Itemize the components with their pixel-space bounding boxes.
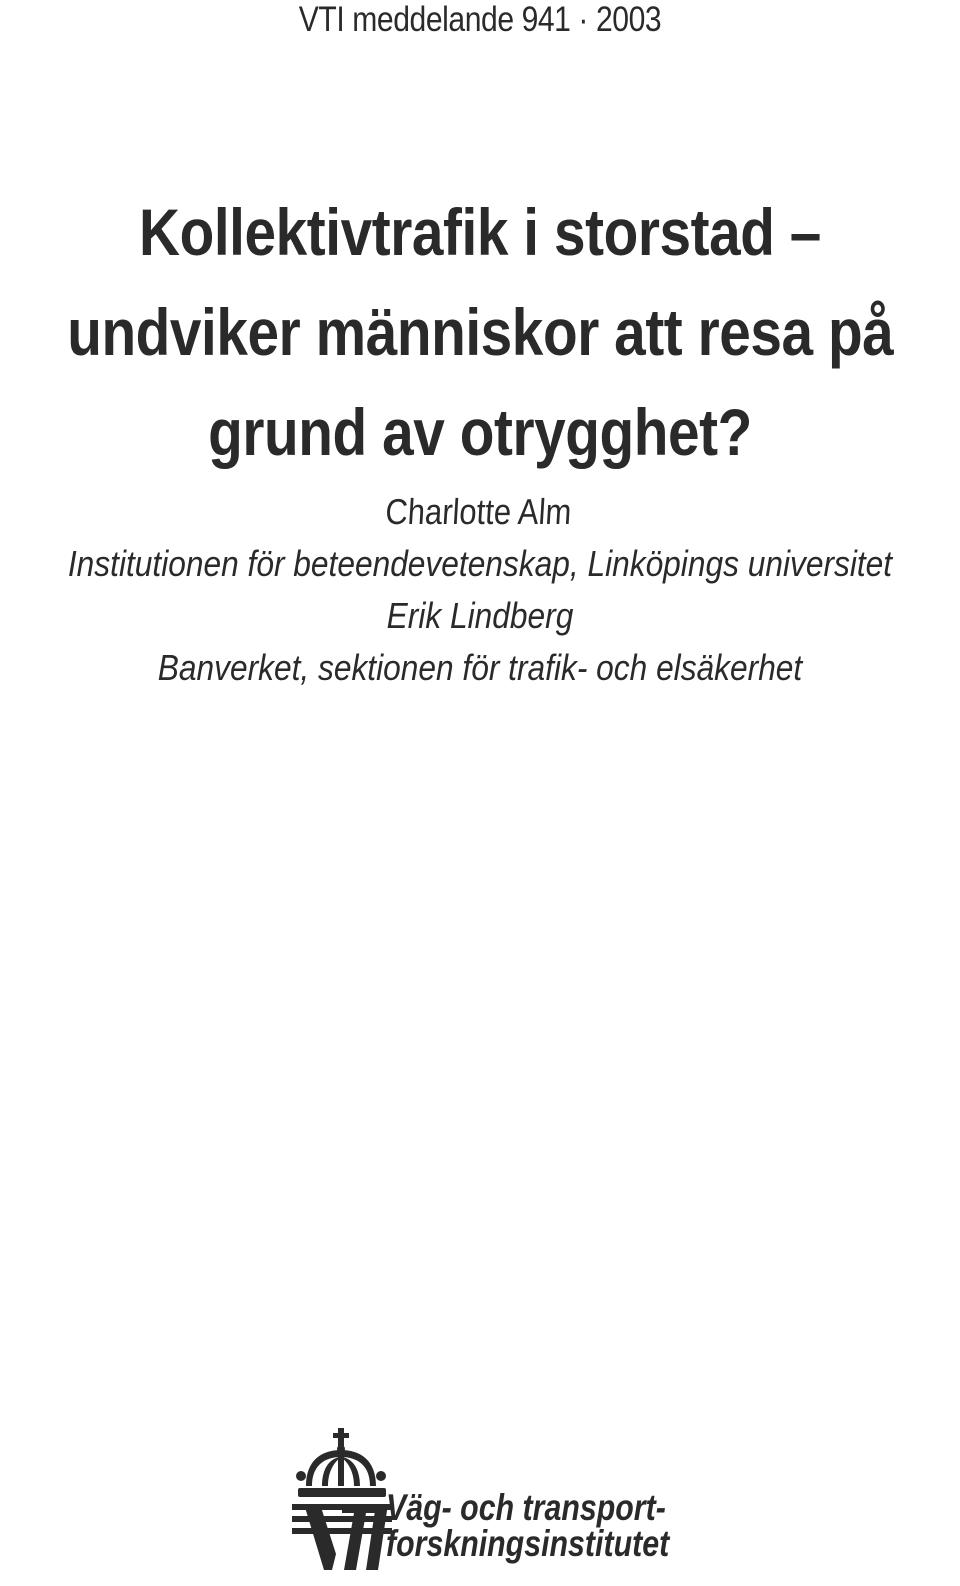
- title-line-3: grund av otrygghet?: [208, 395, 752, 469]
- author-name-2: Erik Lindberg: [386, 595, 574, 636]
- document-title: [0, 182, 960, 482]
- logo-line-1: Väg- och transport-: [386, 1487, 666, 1528]
- logo-line-2: forskningsinstitutet: [386, 1523, 670, 1564]
- crown-vti-emblem-icon: [292, 1424, 392, 1574]
- logo-wordmark: [386, 1487, 670, 1564]
- author-name-1: Charlotte Alm: [384, 491, 573, 532]
- authors-block: [0, 486, 960, 694]
- vti-logo: [292, 1424, 692, 1574]
- author-affiliation-2: Banverket, sektionen för trafik- och elsäkerhet: [157, 647, 803, 688]
- title-line-2: undviker människor att resa på: [67, 295, 894, 369]
- title-line-1: Kollektivtrafik i storstad –: [139, 195, 821, 269]
- author-affiliation-1: Institutionen för beteendevetenskap, Linköpings universitet: [67, 543, 893, 584]
- series-label: VTI meddelande 941 · 2003: [298, 0, 662, 39]
